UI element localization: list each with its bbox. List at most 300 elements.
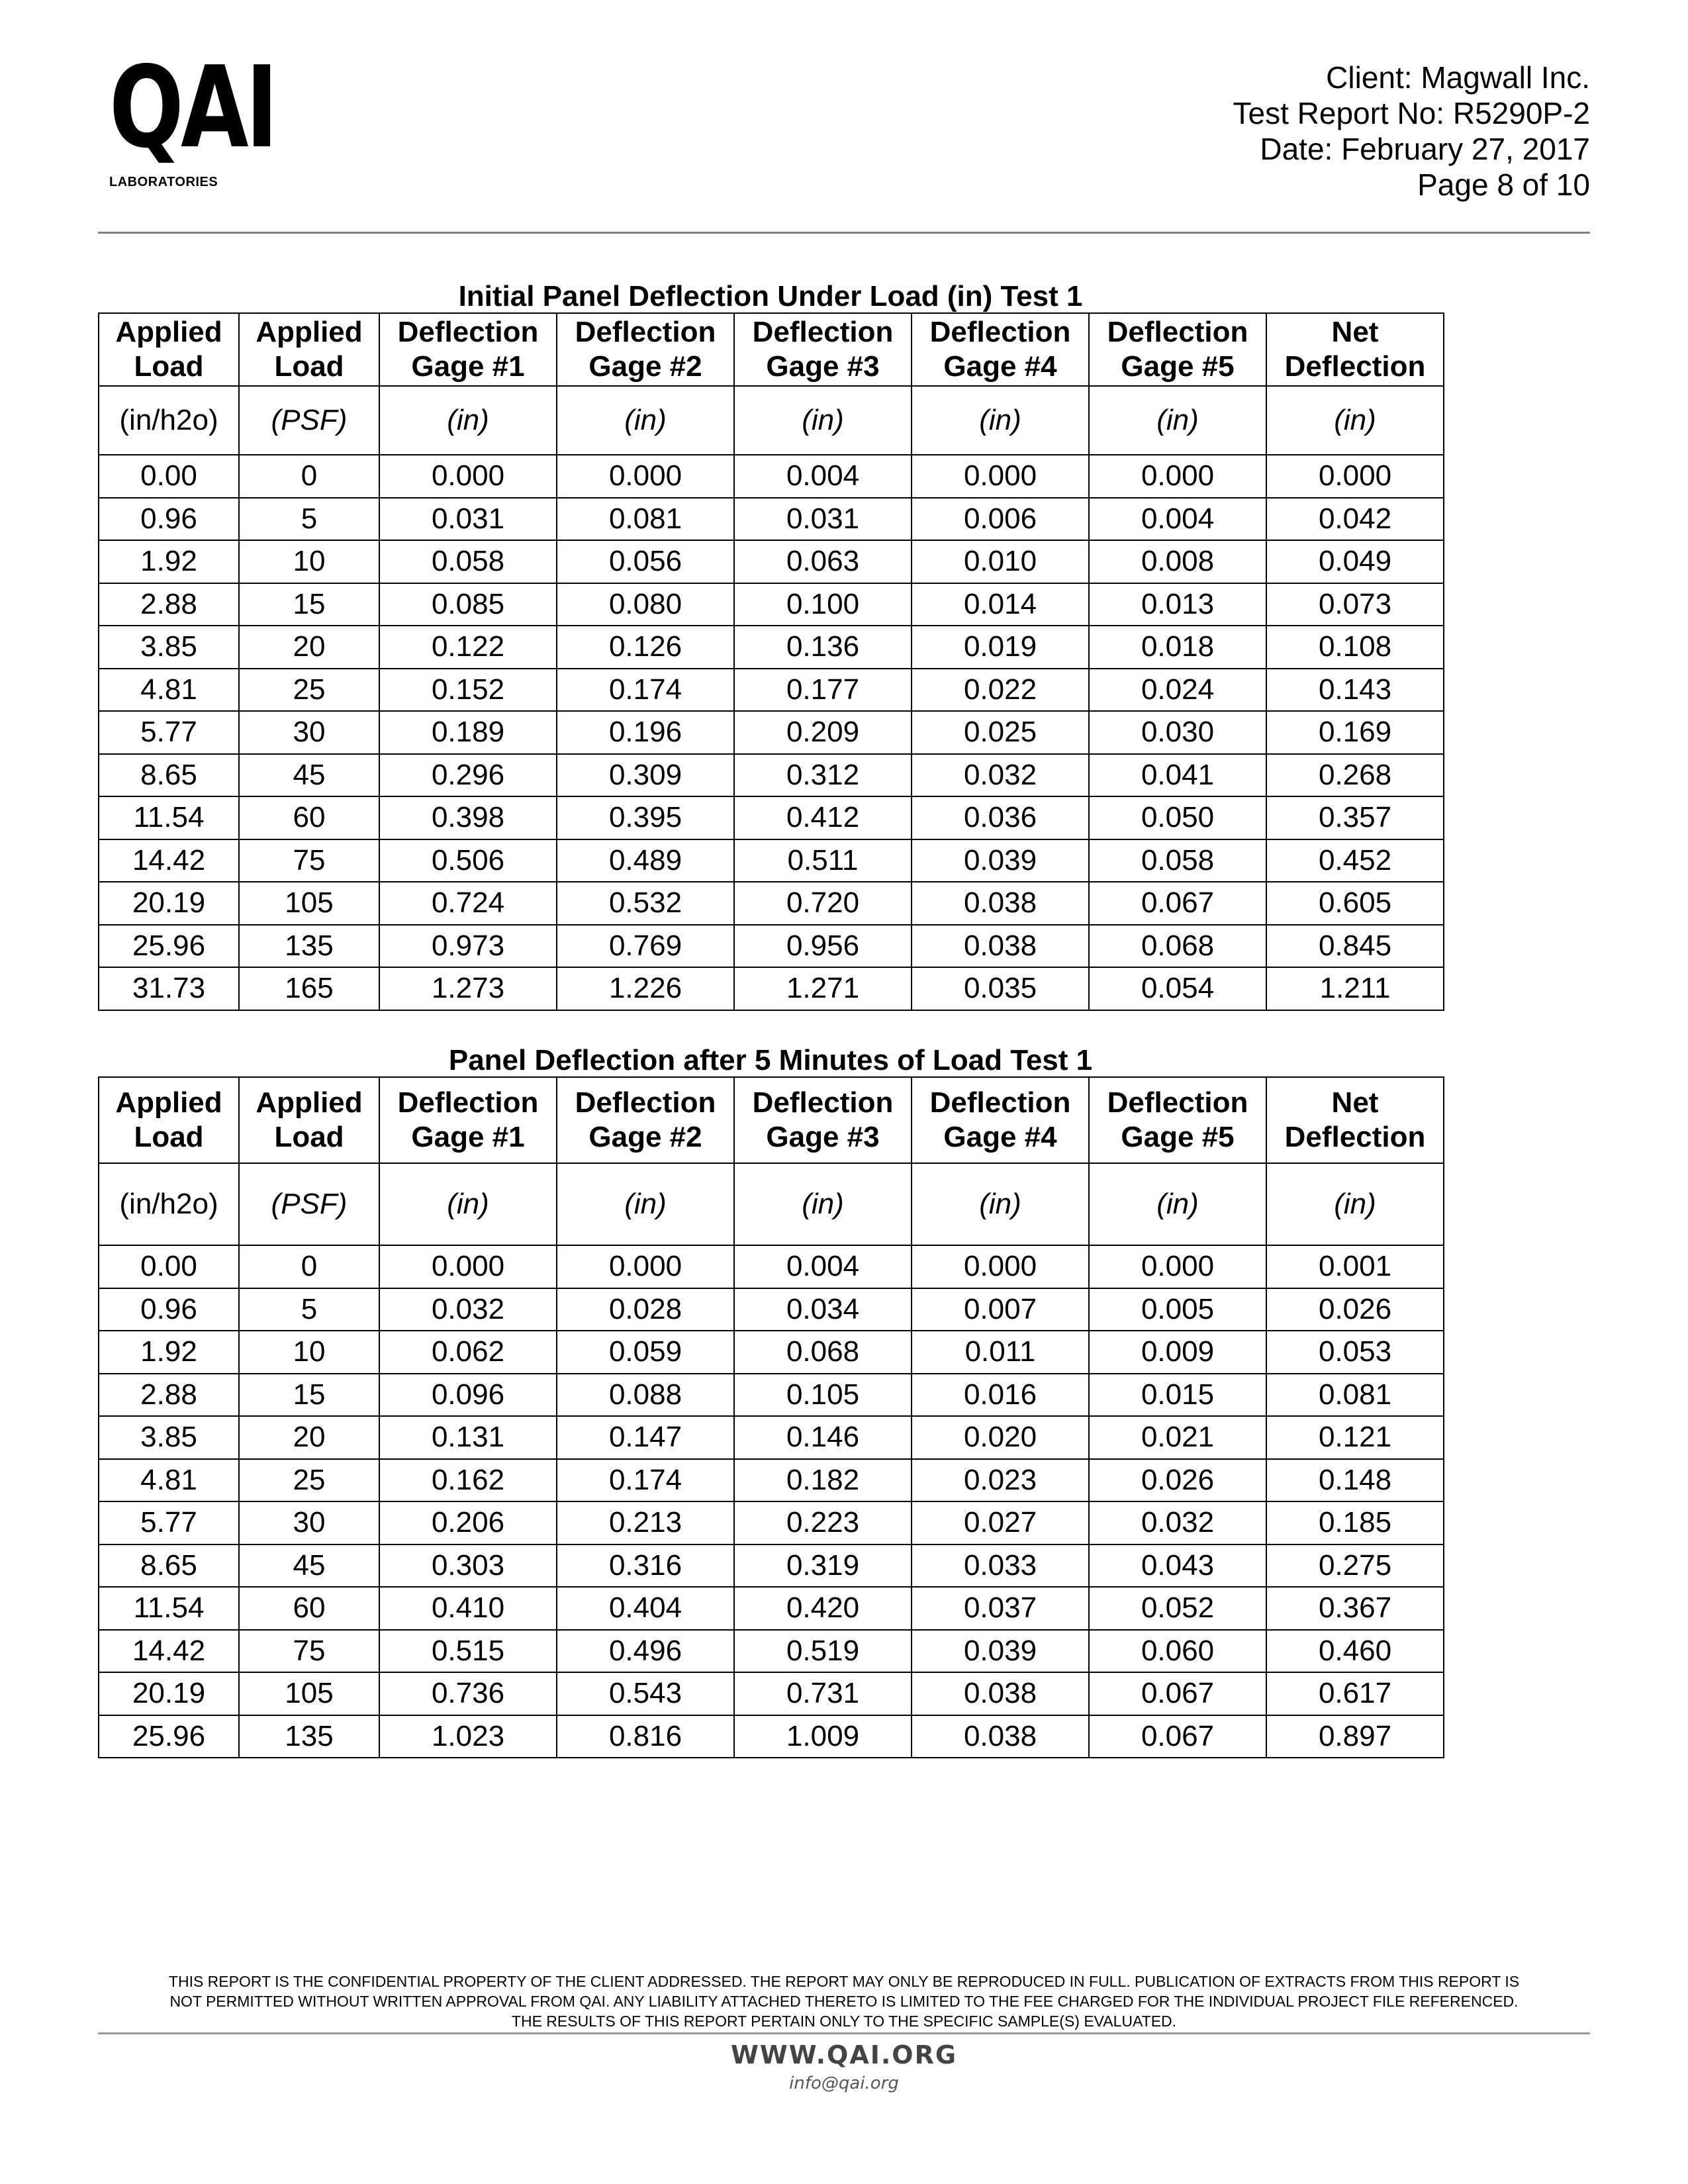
table-cell: 0.174 [557,669,734,712]
unit-cell: (in) [734,386,912,455]
unit-cell: (in) [379,1163,557,1245]
column-header-line: Gage #5 [1121,350,1235,383]
table-cell: 20.19 [99,1672,239,1715]
table-cell: 0.033 [912,1544,1089,1588]
column-header [557,1077,734,1163]
table-cell: 0.005 [1089,1288,1266,1331]
table-cell: 0.032 [379,1288,557,1331]
table-cell: 0.731 [734,1672,912,1715]
table-cell: 0.275 [1266,1544,1444,1588]
initial-deflection-table [98,312,1444,1011]
table-cell: 0.000 [1089,455,1266,498]
column-header-line: Gage #4 [943,350,1057,383]
table-cell: 0.296 [379,754,557,797]
table-cell: 0.050 [1089,796,1266,839]
table-cell: 0.006 [912,498,1089,541]
table-cell: 0.519 [734,1630,912,1673]
table-row [99,839,1444,882]
table-cell: 0.027 [912,1501,1089,1544]
unit-cell: (PSF) [239,386,379,455]
table-cell: 0.058 [1089,839,1266,882]
table-cell: 0.105 [734,1374,912,1417]
table-cell: 0.031 [379,498,557,541]
table-row [99,1587,1444,1630]
table-cell: 2.88 [99,583,239,626]
table-cell: 1.023 [379,1715,557,1758]
table-cell: 0.511 [734,839,912,882]
table-cell: 14.42 [99,1630,239,1673]
column-header-line: Gage #3 [766,1121,880,1153]
table-cell: 0.182 [734,1459,912,1502]
table-cell: 60 [239,796,379,839]
table-cell: 0.00 [99,1245,239,1288]
table-cell: 0.189 [379,711,557,754]
column-header-line: Deflection [929,1086,1071,1119]
table-cell: 0.816 [557,1715,734,1758]
table-cell: 1.271 [734,967,912,1010]
table-row [99,583,1444,626]
table-cell: 0.021 [1089,1416,1266,1459]
table-cell: 0.004 [734,1245,912,1288]
table-cell: 0.452 [1266,839,1444,882]
table-cell: 0.213 [557,1501,734,1544]
table-cell: 0.357 [1266,796,1444,839]
table-cell: 3.85 [99,1416,239,1459]
table-cell: 0.014 [912,583,1089,626]
table-cell: 0.068 [1089,925,1266,968]
table-cell: 0.96 [99,498,239,541]
table-cell: 15 [239,583,379,626]
table-cell: 5 [239,1288,379,1331]
table-cell: 0.543 [557,1672,734,1715]
column-header-line: Deflection [929,316,1071,348]
table-cell: 0.053 [1266,1331,1444,1374]
table-cell: 0.000 [557,1245,734,1288]
table-cell: 0.067 [1089,882,1266,925]
column-header-line: Applied [115,316,222,348]
unit-cell: (in) [912,386,1089,455]
table-cell: 0.001 [1266,1245,1444,1288]
table-cell: 0.011 [912,1331,1089,1374]
column-header-line: Load [134,350,204,383]
table-cell: 75 [239,1630,379,1673]
email-link[interactable]: info@qai.org [789,2073,899,2093]
column-header [912,1077,1089,1163]
column-header-line: Net [1331,316,1379,348]
table-cell: 0.063 [734,540,912,583]
five-minute-deflection-table [98,1076,1444,1758]
table-cell: 45 [239,754,379,797]
table-cell: 10 [239,1331,379,1374]
table-cell: 0.131 [379,1416,557,1459]
table-cell: 0.039 [912,1630,1089,1673]
table-cell: 1.273 [379,967,557,1010]
column-header-line: Deflection [397,316,539,348]
table-cell: 0.410 [379,1587,557,1630]
table-cell: 0.020 [912,1416,1089,1459]
table-cell: 0.617 [1266,1672,1444,1715]
table-cell: 0.769 [557,925,734,968]
table-cell: 0.412 [734,796,912,839]
table-cell: 0.015 [1089,1374,1266,1417]
disclaimer-line-1: THIS REPORT IS THE CONFIDENTIAL PROPERTY OF THE CLIENT ADDRESSED. THE REPORT MAY ONLY BE REPRODUCED IN FULL. PUBLICATION OF EXTRACTS FROM THIS REPORT IS [168,1973,1520,1990]
table-cell: 0.404 [557,1587,734,1630]
table-cell: 0.146 [734,1416,912,1459]
column-header-line: Deflection [1107,316,1248,348]
table-cell: 0.019 [912,626,1089,669]
table-cell: 0.736 [379,1672,557,1715]
table-cell: 0.309 [557,754,734,797]
table-cell: 0.000 [1266,455,1444,498]
table-row [99,1459,1444,1502]
table-cell: 0.007 [912,1288,1089,1331]
disclaimer-line-3: THE RESULTS OF THIS REPORT PERTAIN ONLY TO THE SPECIFIC SAMPLE(S) EVALUATED. [511,2013,1177,2030]
table-cell: 0.196 [557,711,734,754]
table-cell: 0.420 [734,1587,912,1630]
table-cell: 0.147 [557,1416,734,1459]
table-cell: 0.008 [1089,540,1266,583]
confidentiality-disclaimer [98,1971,1590,2031]
table-cell: 0.143 [1266,669,1444,712]
table-cell: 14.42 [99,839,239,882]
table-cell: 0.049 [1266,540,1444,583]
table-cell: 0.038 [912,925,1089,968]
table-cell: 0.000 [912,455,1089,498]
table-cell: 0.000 [379,1245,557,1288]
table-cell: 0.025 [912,711,1089,754]
table-cell: 20.19 [99,882,239,925]
table-cell: 20 [239,1416,379,1459]
column-header-line: Gage #4 [943,1121,1057,1153]
table-cell: 0.052 [1089,1587,1266,1630]
table-cell: 0 [239,1245,379,1288]
table-cell: 0.038 [912,1672,1089,1715]
table-cell: 0.062 [379,1331,557,1374]
table-cell: 0.460 [1266,1630,1444,1673]
table-cell: 0.100 [734,583,912,626]
table-cell: 0.031 [734,498,912,541]
unit-cell: (in) [379,386,557,455]
table-cell: 0.096 [379,1374,557,1417]
table-cell: 0.121 [1266,1416,1444,1459]
column-header-line: Gage #2 [588,350,702,383]
table-cell: 0.018 [1089,626,1266,669]
column-header [1089,313,1266,386]
table-cell: 0.059 [557,1331,734,1374]
table-row [99,498,1444,541]
table-cell: 0.223 [734,1501,912,1544]
table-cell: 0.720 [734,882,912,925]
column-header [239,1077,379,1163]
table-cell: 0.067 [1089,1672,1266,1715]
table-cell: 60 [239,1587,379,1630]
column-header-line: Deflection [397,1086,539,1119]
table-cell: 0.081 [1266,1374,1444,1417]
table-cell: 0.897 [1266,1715,1444,1758]
column-header [734,313,912,386]
table-cell: 0.026 [1266,1288,1444,1331]
table-cell: 0.515 [379,1630,557,1673]
table-cell: 30 [239,711,379,754]
table-cell: 0.319 [734,1544,912,1588]
table-cell: 0.312 [734,754,912,797]
table-cell: 0.000 [1089,1245,1266,1288]
table-cell: 0.067 [1089,1715,1266,1758]
column-header [379,1077,557,1163]
column-header-line: Gage #2 [588,1121,702,1153]
unit-cell: (in) [557,1163,734,1245]
column-header-line: Gage #1 [411,350,525,383]
logo-subtitle: LABORATORIES [109,175,218,189]
header-divider [98,232,1590,234]
table-cell: 11.54 [99,796,239,839]
date-line: Date: February 27, 2017 [1260,132,1590,166]
table-cell: 105 [239,1672,379,1715]
table-cell: 0.152 [379,669,557,712]
table-cell: 0.206 [379,1501,557,1544]
table-cell: 20 [239,626,379,669]
unit-cell: (in) [1266,386,1444,455]
unit-cell: (in) [734,1163,912,1245]
table-cell: 0.185 [1266,1501,1444,1544]
column-header-line: Deflection [1284,350,1426,383]
column-header-line: Load [274,1121,344,1153]
table-cell: 75 [239,839,379,882]
table-row [99,882,1444,925]
table-cell: 0.056 [557,540,734,583]
column-header-line: Gage #5 [1121,1121,1235,1153]
disclaimer-line-2: NOT PERMITTED WITHOUT WRITTEN APPROVAL FROM QAI. ANY LIABILITY ATTACHED THERETO IS LIMITED TO THE FEE CHARGED FOR THE INDIVIDUAL PROJECT FILE REFERENCED. [169,1993,1519,2010]
table-cell: 25 [239,1459,379,1502]
column-header-line: Deflection [752,1086,894,1119]
table-cell: 0.024 [1089,669,1266,712]
table-row [99,1501,1444,1544]
table-cell: 0.126 [557,626,734,669]
table-cell: 0.496 [557,1630,734,1673]
table1-title: Initial Panel Deflection Under Load (in) Test 1 [458,280,1083,312]
column-header [1089,1077,1266,1163]
column-header-line: Deflection [575,1086,716,1119]
table-cell: 0.023 [912,1459,1089,1502]
column-header-line: Deflection [575,316,716,348]
table-cell: 0.162 [379,1459,557,1502]
unit-cell: (in) [1266,1163,1444,1245]
table-cell: 0.398 [379,796,557,839]
column-header-line: Deflection [752,316,894,348]
table-cell: 1.92 [99,1331,239,1374]
unit-cell: (in) [557,386,734,455]
table-cell: 0.073 [1266,583,1444,626]
column-header [99,1077,239,1163]
table-cell: 0.489 [557,839,734,882]
table-cell: 0.367 [1266,1587,1444,1630]
table-cell: 0 [239,455,379,498]
table-cell: 1.009 [734,1715,912,1758]
table-cell: 0.136 [734,626,912,669]
table-cell: 0.956 [734,925,912,968]
table-cell: 0.041 [1089,754,1266,797]
table-cell: 0.032 [912,754,1089,797]
table-cell: 0.004 [734,455,912,498]
table-row [99,796,1444,839]
table-cell: 45 [239,1544,379,1588]
table-cell: 0.026 [1089,1459,1266,1502]
client-line: Client: Magwall Inc. [1326,60,1590,95]
table-cell: 5.77 [99,711,239,754]
table-row [99,540,1444,583]
table-cell: 5 [239,498,379,541]
column-header-line: Applied [115,1086,222,1119]
column-header-line: Load [134,1121,204,1153]
table-cell: 25.96 [99,925,239,968]
table-cell: 0.030 [1089,711,1266,754]
table-cell: 0.108 [1266,626,1444,669]
column-header [1266,313,1444,386]
website-link[interactable]: WWW.QAI.ORG [730,2040,958,2069]
footer-divider [98,2032,1590,2034]
table-cell: 0.054 [1089,967,1266,1010]
table-cell: 0.038 [912,1715,1089,1758]
table-cell: 135 [239,1715,379,1758]
column-header-line: Applied [256,1086,363,1119]
table-cell: 0.010 [912,540,1089,583]
table-cell: 0.043 [1089,1544,1266,1588]
table-cell: 0.060 [1089,1630,1266,1673]
page-number-line: Page 8 of 10 [1417,167,1590,202]
column-header-line: Net [1331,1086,1379,1119]
column-header-line: Gage #1 [411,1121,525,1153]
table-cell: 0.009 [1089,1331,1266,1374]
table-row [99,669,1444,712]
table-cell: 165 [239,967,379,1010]
unit-cell: (PSF) [239,1163,379,1245]
table-cell: 0.174 [557,1459,734,1502]
table-cell: 25.96 [99,1715,239,1758]
table-cell: 15 [239,1374,379,1417]
table2-title: Panel Deflection after 5 Minutes of Load Test 1 [448,1044,1093,1076]
unit-cell: (in/h2o) [99,1163,239,1245]
table-cell: 0.039 [912,839,1089,882]
table-row [99,967,1444,1010]
table-cell: 31.73 [99,967,239,1010]
column-header [99,313,239,386]
column-header [734,1077,912,1163]
column-header-line: Gage #3 [766,350,880,383]
report-number-line: Test Report No: R5290P-2 [1233,96,1590,130]
table-cell: 0.037 [912,1587,1089,1630]
table-cell: 0.605 [1266,882,1444,925]
table-cell: 5.77 [99,1501,239,1544]
table-cell: 0.038 [912,882,1089,925]
table-row [99,1288,1444,1331]
table-cell: 8.65 [99,754,239,797]
table-cell: 4.81 [99,1459,239,1502]
column-header [912,313,1089,386]
company-logo [109,42,275,190]
table-row [99,1245,1444,1288]
table-cell: 0.013 [1089,583,1266,626]
table-cell: 0.169 [1266,711,1444,754]
table-cell: 30 [239,1501,379,1544]
table-cell: 0.973 [379,925,557,968]
table-cell: 0.122 [379,626,557,669]
unit-cell: (in) [1089,386,1266,455]
table-cell: 10 [239,540,379,583]
table-row [99,1672,1444,1715]
column-header [239,313,379,386]
column-header-line: Load [274,350,344,383]
table-cell: 0.081 [557,498,734,541]
table-cell: 0.00 [99,455,239,498]
column-header-line: Deflection [1107,1086,1248,1119]
table-cell: 0.016 [912,1374,1089,1417]
table-row [99,626,1444,669]
table-cell: 0.177 [734,669,912,712]
column-header [557,313,734,386]
table-cell: 135 [239,925,379,968]
table-cell: 0.000 [379,455,557,498]
table-cell: 0.209 [734,711,912,754]
unit-cell: (in) [1089,1163,1266,1245]
table-cell: 8.65 [99,1544,239,1588]
table-cell: 0.724 [379,882,557,925]
table-cell: 0.000 [557,455,734,498]
table-cell: 0.303 [379,1544,557,1588]
table-cell: 4.81 [99,669,239,712]
table-cell: 0.058 [379,540,557,583]
table-row [99,754,1444,797]
table-cell: 0.080 [557,583,734,626]
table-cell: 0.506 [379,839,557,882]
table-row [99,1416,1444,1459]
table-row [99,711,1444,754]
table-cell: 11.54 [99,1587,239,1630]
table-row [99,925,1444,968]
table-cell: 2.88 [99,1374,239,1417]
table-cell: 0.034 [734,1288,912,1331]
table-row [99,1374,1444,1417]
table-cell: 0.96 [99,1288,239,1331]
table-cell: 0.148 [1266,1459,1444,1502]
table-row [99,1544,1444,1588]
table-cell: 0.042 [1266,498,1444,541]
table-row [99,1630,1444,1673]
table-cell: 0.068 [734,1331,912,1374]
table-cell: 0.022 [912,669,1089,712]
table-cell: 3.85 [99,626,239,669]
table-cell: 25 [239,669,379,712]
column-header [1266,1077,1444,1163]
unit-cell: (in) [912,1163,1089,1245]
table-cell: 1.92 [99,540,239,583]
table-cell: 0.036 [912,796,1089,839]
table-cell: 0.395 [557,796,734,839]
unit-cell: (in/h2o) [99,386,239,455]
table-cell: 0.004 [1089,498,1266,541]
table-cell: 0.032 [1089,1501,1266,1544]
table-cell: 1.211 [1266,967,1444,1010]
table-row [99,1331,1444,1374]
table-cell: 1.226 [557,967,734,1010]
table-cell: 0.532 [557,882,734,925]
table-cell: 0.028 [557,1288,734,1331]
table-cell: 0.088 [557,1374,734,1417]
logo-mark: QAI [109,42,275,173]
table-row [99,455,1444,498]
table-cell: 0.000 [912,1245,1089,1288]
table-cell: 0.268 [1266,754,1444,797]
table-cell: 0.845 [1266,925,1444,968]
